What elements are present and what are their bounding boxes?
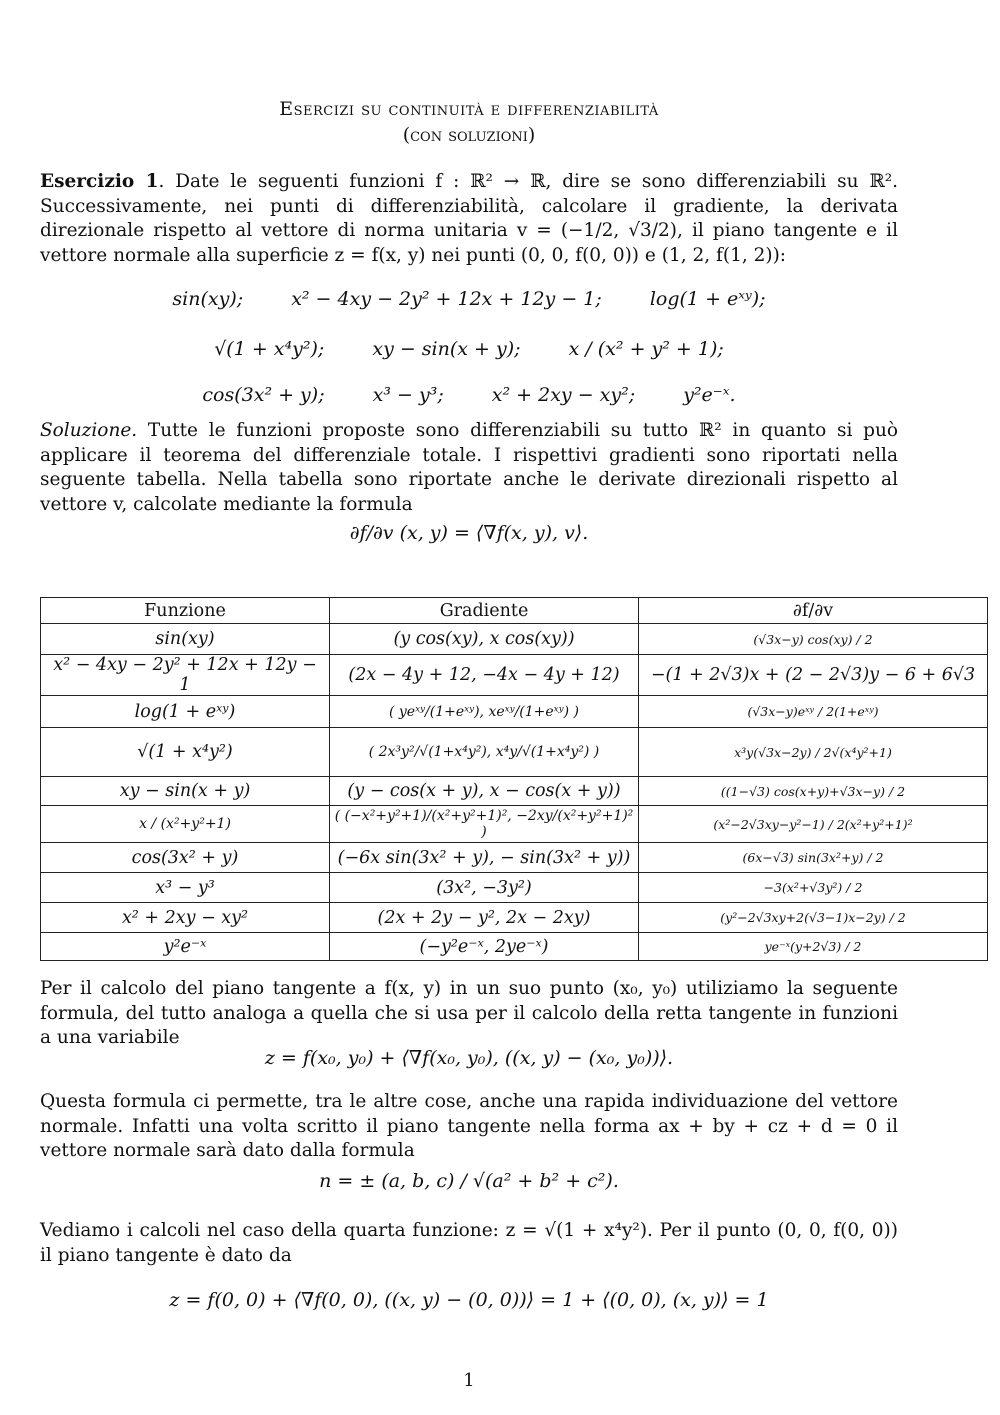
function-item: y²e⁻ˣ. [683,384,736,406]
exercise-label: Esercizio 1 [40,171,159,192]
table-cell: (y − cos(x + y), x − cos(x + y)) [330,777,639,806]
table-cell: (y²−2√3xy+2(√3−1)x−2y) / 2 [639,903,988,933]
table-cell: ( 2x³y²/√(1+x⁴y²), x⁴y/√(1+x⁴y²) ) [330,728,639,777]
table-cell: log(1 + eˣʸ) [41,696,330,728]
table-cell: y²e⁻ˣ [41,933,330,961]
table-row [41,777,988,806]
table-row [41,696,988,728]
table-cell: (−y²e⁻ˣ, 2ye⁻ˣ) [330,933,639,961]
function-item: x² + 2xy − xy²; [491,384,636,406]
function-item: x³ − y³; [372,384,444,406]
table-cell: (6x−√3) sin(3x²+y) / 2 [639,843,988,873]
doc-subtitle: (con soluzioni) [402,124,536,146]
table-row [41,903,988,933]
functions-row-2 [0,338,938,360]
column-header-function: Funzione [41,598,330,624]
solution-text: Tutte le funzioni proposte sono differenziabili su tutto ℝ² in quanto si può applicare il teorema del differenziale totale. I rispettivi gradienti sono riportati nella seguente tabella. Nella tabella sono riportate anche le derivate direzionali rispetto al vettore v, calcolate mediante la formula [40,420,898,515]
functions-row-1 [0,288,938,310]
exercise-text: . Date le seguenti funzioni f : ℝ² → ℝ, dire se sono differenziabili su ℝ². Successivamente, nei punti di differenziabilità, calcolare il gradiente, la derivata direzionale rispetto al vettore di norma unitaria v = (−1/2, √3/2), il piano tangente e il vettore normale alla superficie z = f(x, y) nei punti (0, 0, f(0, 0)) e (1, 2, f(1, 2)): [40,171,899,266]
table-row [41,728,988,777]
column-header-directional: ∂f/∂v [639,598,988,624]
normal-paragraph: Questa formula ci permette, tra le altre cose, anche una rapida individuazione del vettore normale. Infatti una volta scritto il piano tangente nella forma ax + by + cz + d = 0 il vettore normale sarà dato dalla formula [40,1091,898,1161]
function-item: log(1 + eˣʸ); [649,288,766,310]
table-cell: ( (−x²+y²+1)/(x²+y²+1)², −2xy/(x²+y²+1)² ) [330,806,639,843]
table-cell: xy − sin(x + y) [41,777,330,806]
table-cell: ((1−√3) cos(x+y)+√3x−y) / 2 [639,777,988,806]
table-cell: −3(x²+√3y²) / 2 [639,873,988,903]
column-header-gradient: Gradiente [330,598,639,624]
table-cell: x³y(√3x−2y) / 2√(x⁴y²+1) [639,728,988,777]
table-row [41,624,988,655]
table-cell: (x²−2√3xy−y²−1) / 2(x²+y²+1)² [639,806,988,843]
table-cell: ( yeˣʸ/(1+eˣʸ), xeˣʸ/(1+eˣʸ) ) [330,696,639,728]
table-cell: (y cos(xy), x cos(xy)) [330,624,639,655]
table-cell: −(1 + 2√3)x + (2 − 2√3)y − 6 + 6√3 [639,655,988,696]
normal-vector-formula: n = ± (a, b, c) / √(a² + b² + c²). [319,1170,619,1192]
directional-derivative-formula: ∂f/∂v (x, y) = ⟨∇f(x, y), v⟩. [349,522,589,544]
function-item: xy − sin(x + y); [372,338,521,360]
table-cell: x² − 4xy − 2y² + 12x + 12y − 1 [41,655,330,696]
example-paragraph: Vediamo i calcoli nel caso della quarta funzione: z = √(1 + x⁴y²). Per il punto (0, 0, f(0, 0)) il piano tangente è dato da [40,1220,898,1266]
table-row [41,655,988,696]
gradient-table [40,597,988,961]
exercise-paragraph [40,170,898,268]
table-cell: x / (x²+y²+1) [41,806,330,843]
tangent-paragraph: Per il calcolo del piano tangente a f(x, y) in un suo punto (x₀, y₀) utiliziamo la seguente formula, del tutto analoga a quella che si usa per il calcolo della retta tangente in funzioni a una variabile [40,978,898,1048]
function-item: x² − 4xy − 2y² + 12x + 12y − 1; [291,288,602,310]
page-number: 1 [463,1370,475,1391]
functions-row-3 [0,384,938,406]
table-row [41,933,988,961]
function-item: √(1 + x⁴y²); [214,338,325,360]
table-cell: cos(3x² + y) [41,843,330,873]
table-cell: √(1 + x⁴y²) [41,728,330,777]
table-header-row [41,598,988,624]
function-item: x / (x² + y² + 1); [568,338,724,360]
table-cell: (√3x−y) cos(xy) / 2 [639,624,988,655]
example-formula: z = f(0, 0) + ⟨∇f(0, 0), ((x, y) − (0, 0))⟩ = 1 + ⟨(0, 0), (x, y)⟩ = 1 [169,1289,769,1311]
solution-label: Soluzione. [40,420,138,441]
table-row [41,873,988,903]
table-row [41,806,988,843]
table-cell: sin(xy) [41,624,330,655]
tangent-plane-formula: z = f(x₀, y₀) + ⟨∇f(x₀, y₀), ((x, y) − (x₀, y₀))⟩. [264,1047,674,1069]
table-cell: (√3x−y)eˣʸ / 2(1+eˣʸ) [639,696,988,728]
table-cell: x² + 2xy − xy² [41,903,330,933]
table-cell: (2x − 4y + 12, −4x − 4y + 12) [330,655,639,696]
solution-paragraph [40,419,898,517]
table-cell: (3x², −3y²) [330,873,639,903]
doc-title: Esercizi su continuità e differenziabilità [279,98,659,120]
table-cell: x³ − y³ [41,873,330,903]
table-row [41,843,988,873]
table-cell: (−6x sin(3x² + y), − sin(3x² + y)) [330,843,639,873]
table-cell: ye⁻ˣ(y+2√3) / 2 [639,933,988,961]
function-item: cos(3x² + y); [202,384,325,406]
function-item: sin(xy); [172,288,244,310]
table-cell: (2x + 2y − y², 2x − 2xy) [330,903,639,933]
